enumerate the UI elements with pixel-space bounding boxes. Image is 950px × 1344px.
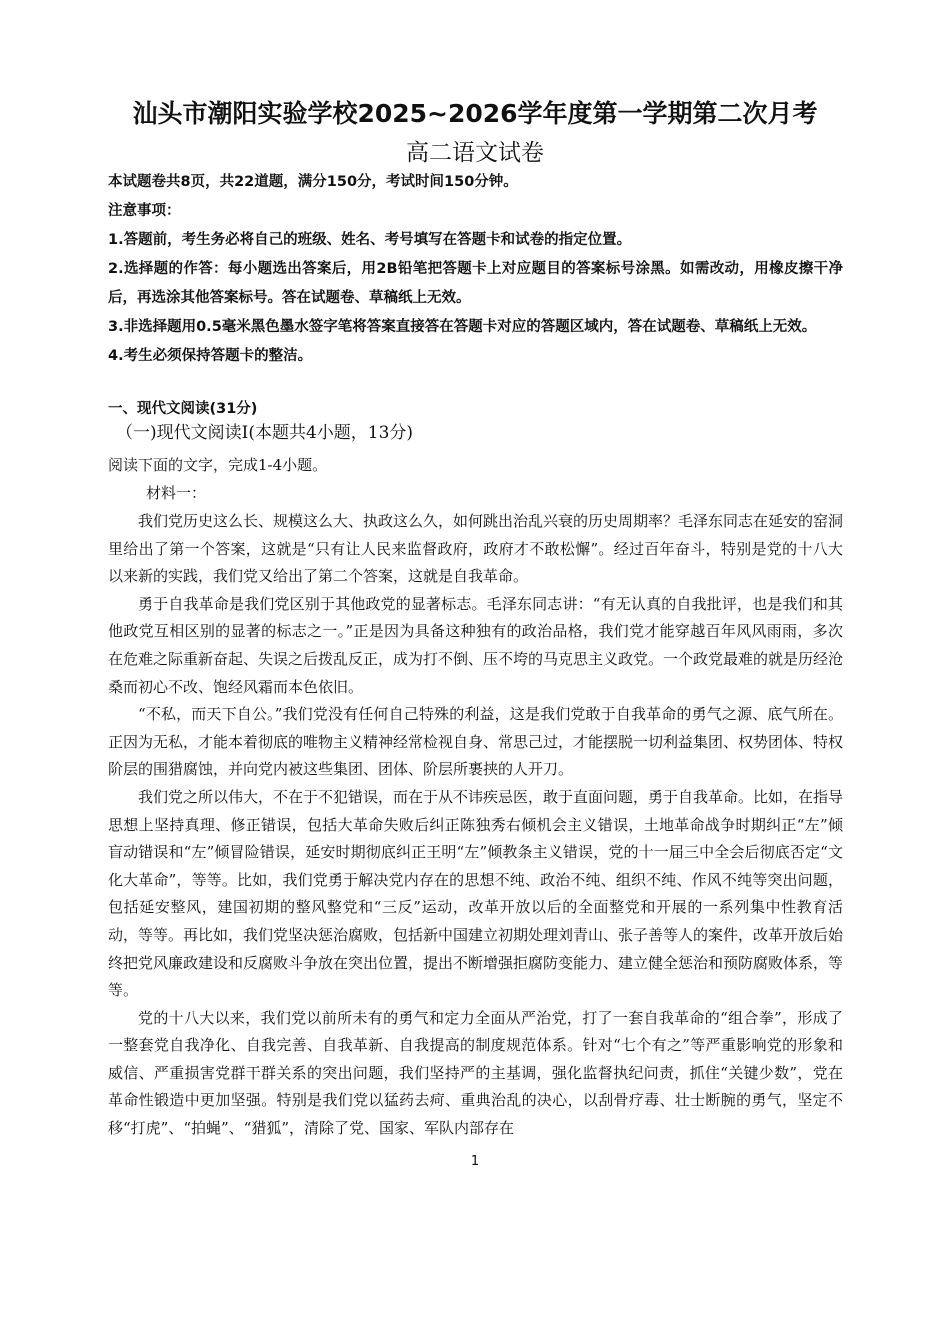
notes-heading: 注意事项：: [108, 203, 181, 219]
passage-paragraph: 勇于自我革命是我们党区别于其他政党的显著标志。毛泽东同志讲：“有无认真的自我批评，也是我们和其他政党互相区别的显著的标志之一。”正是因为具备这种独有的政治品格，我们党才能穿越百年风风雨雨，多次在危难之际重新奋起、失误之后拨乱反正，成为打不倒、压不垮的马克思主义政党。一个政党最难的就是历经沧桑而初心不改、饱经风霜而本色依旧。: [108, 594, 844, 696]
passage-paragraph: 我们党历史这么长、规模这么大、执政这么久，如何跳出治乱兴衰的历史周期率？毛泽东同志在延安的窑洞里给出了第一个答案，这就是“只有让人民来监督政府，政府才不敢松懈”。经过百年奋斗，特别是党的十八大以来新的实践，我们党又给出了第二个答案，这就是自我革命。: [108, 512, 844, 586]
exam-title: 汕头市潮阳实验学校2025~2026学年度第一学期第二次月考: [132, 99, 818, 128]
page-number: 1: [470, 1154, 480, 1169]
section-heading: 一、现代文阅读(31分): [108, 401, 258, 417]
reading-instruction: 阅读下面的文字，完成1-4小题。: [108, 456, 328, 474]
passage-paragraph: 党的十八大以来，我们党以前所未有的勇气和定力全面从严治党，打了一套自我革命的“组合拳”，形成了一整套党自我净化、自我完善、自我革新、自我提高的制度规范体系。针对“七个有之”等严重影响党的形象和威信、严重损害党群干群关系的突出问题，我们坚持严的主基调，强化监督执纪问责，抓住“关键少数”，党在革命性锻造中更加坚强。特别是我们党以猛药去疴、重典治乱的决心，以刮骨疗毒、壮士断腕的勇气，坚定不移“打虎”、“拍蝇”、“猎狐”，清除了党、国家、军队内部存在: [108, 1008, 843, 1138]
note-item: 1.答题前，考生务必将自己的班级、姓名、考号填写在答题卡和试卷的指定位置。: [108, 232, 632, 248]
exam-subtitle: 高二语文试卷: [406, 140, 544, 166]
section-subheading: （一)现代文阅读Ⅰ(本题共4小题，13分): [116, 423, 414, 443]
exam-notes: [108, 168, 843, 371]
exam-summary: 本试题卷共8页，共22道题，满分150分，考试时间150分钟。: [108, 174, 518, 190]
material-label: 材料一：: [146, 484, 207, 502]
note-item: 4.考生必须保持答题卡的整洁。: [108, 348, 313, 364]
passage-paragraph: “不私，而天下自公。”我们党没有任何自己特殊的利益，这是我们党敢于自我革命的勇气之源、底气所在。正因为无私，才能本着彻底的唯物主义精神经常检视自身、常思己过，才能摆脱一切利益集团、权势团体、特权阶层的围猎腐蚀，并向党内被这些集团、团体、阶层所裹挟的人开刀。: [108, 705, 844, 779]
note-item: 2.选择题的作答：每小题选出答案后，用2B铅笔把答题卡上对应题目的答案标号涂黑。如需改动，用橡皮擦干净后，再选涂其他答案标号。答在试题卷、草稿纸上无效。: [108, 261, 843, 306]
reading-passage: [108, 508, 843, 1143]
passage-paragraph: 我们党之所以伟大，不在于不犯错误，而在于从不讳疾忌医，敢于直面问题，勇于自我革命。比如，在指导思想上坚持真理、修正错误，包括大革命失败后纠正陈独秀右倾机会主义错误，土地革命战争时期纠正“左”倾盲动错误和“左”倾冒险错误，延安时期彻底纠正王明“左”倾教条主义错误，党的十一届三中全会后彻底否定“文化大革命”，等等。比如，我们党勇于解决党内存在的思想不纯、政治不纯、组织不纯、作风不纯等突出问题，包括延安整风，建国初期的整风整党和“三反”运动，改革开放以后的全面整党和开展的一系列集中性教育活动，等等。再比如，我们党坚决惩治腐败，包括新中国建立初期处理刘青山、张子善等人的案件，改革开放后始终把党风廉政建设和反腐败斗争放在突出位置，提出不断增强拒腐防变能力、建立健全惩治和预防腐败体系，等等。: [108, 787, 844, 1000]
note-item: 3.非选择题用0.5毫米黑色墨水签字笔将答案直接答在答题卡对应的答题区域内，答在试题卷、草稿纸上无效。: [108, 319, 817, 335]
